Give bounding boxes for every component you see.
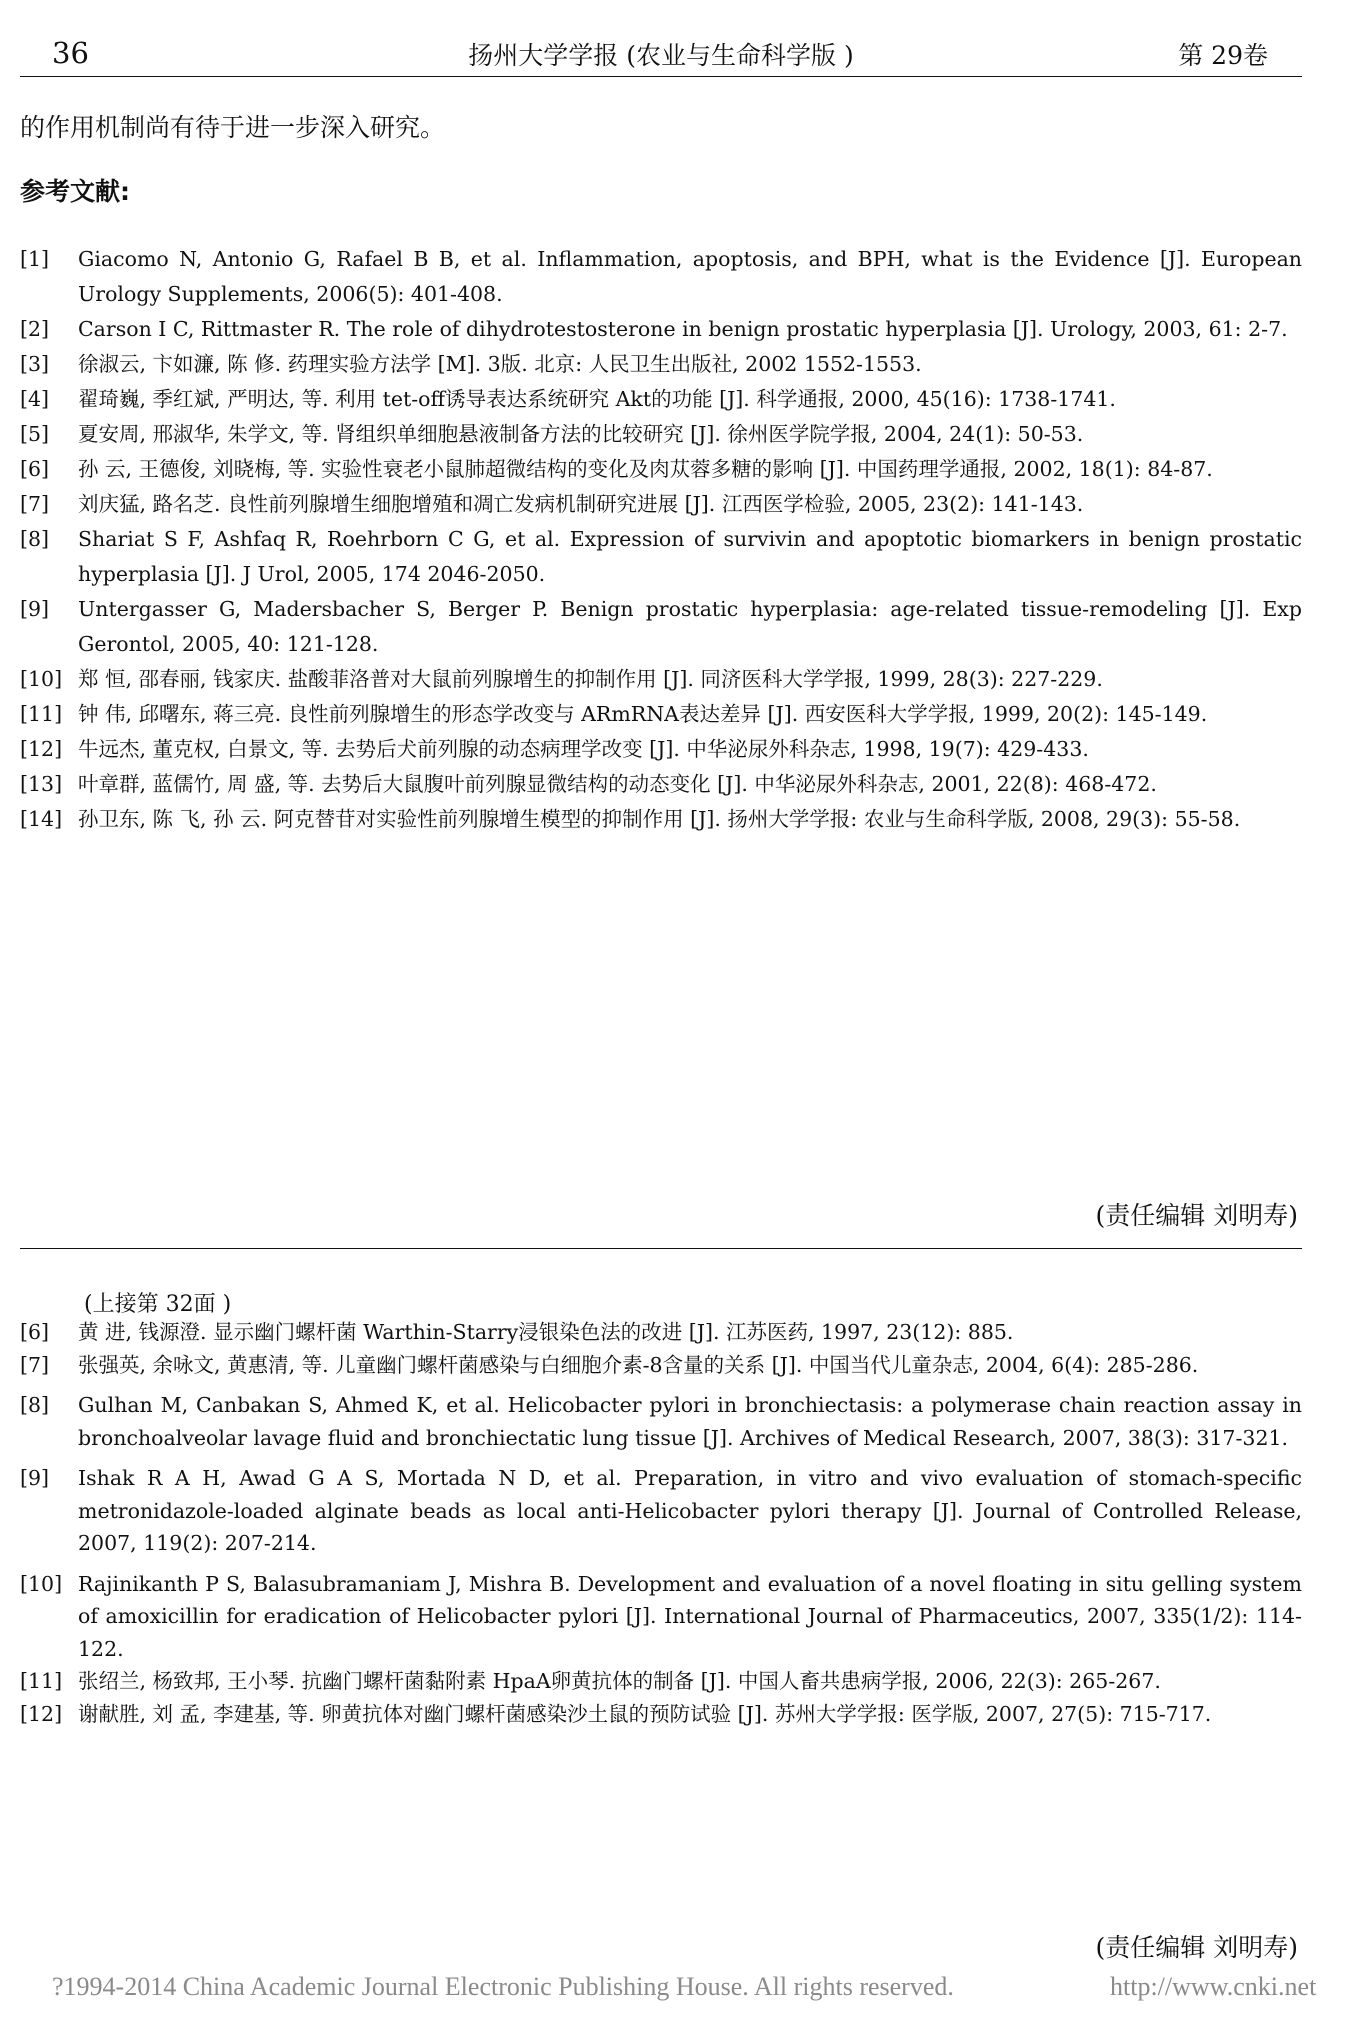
reference-item xyxy=(20,662,1302,697)
reference-item xyxy=(20,1462,1302,1560)
journal-title: 扬州大学学报 (农业与生命科学版 ) xyxy=(468,41,854,70)
reference-item xyxy=(20,487,1302,522)
reference-item xyxy=(20,802,1302,837)
reference-item xyxy=(20,1665,1302,1698)
reference-text: Untergasser G, Madersbacher S, Berger P. Benign prostatic hyperplasia: age-related tissue-remodeling [J]. Exp Gerontol, 2005, 40: 121-128. xyxy=(78,597,1302,656)
copyright-footer xyxy=(52,1972,1368,2002)
section-rule xyxy=(20,1248,1302,1249)
reference-item xyxy=(20,522,1302,592)
reference-item xyxy=(20,1349,1302,1382)
reference-item xyxy=(20,382,1302,417)
volume-label: 第 29卷 xyxy=(1178,41,1268,70)
reference-text: Gulhan M, Canbakan S, Ahmed K, et al. Helicobacter pylori in bronchiectasis: a polymerase chain reaction assay in bronchoalveolar lavage fluid and bronchiectatic lung tissue [J]. Archives of Medical Research, 2007, 38(3): 317-321. xyxy=(78,1393,1302,1450)
reference-item xyxy=(20,242,1302,312)
reference-text: 叶章群, 蓝儒竹, 周 盛, 等. 去势后大鼠腹叶前列腺显微结构的动态变化 [J]. 中华泌尿外科杂志, 2001, 22(8): 468-472. xyxy=(78,772,1157,796)
reference-item xyxy=(20,732,1302,767)
reference-text: Rajinikanth P S, Balasubramaniam J, Mishra B. Development and evaluation of a novel floating in situ gelling system of amoxicillin for eradication of Helicobacter pylori [J]. International Journal of Pharmaceutics, 2007, 335(1/2): 114-122. xyxy=(78,1571,1302,1661)
reference-text: 张绍兰, 杨致邦, 王小琴. 抗幽门螺杆菌黏附素 HpaA卵黄抗体的制备 [J]. 中国人畜共患病学报, 2006, 22(3): 265-267. xyxy=(78,1669,1161,1693)
reference-text: Ishak R A H, Awad G A S, Mortada N D, et al. Preparation, in vitro and vivo evaluation of stomach-specific metronidazole-loaded alginate beads as local anti-Helicobacter pylori therapy [J]. Journal of Controlled Release, 2007, 119(2): 207-214. xyxy=(78,1466,1302,1555)
reference-item xyxy=(20,767,1302,802)
reference-number: [6] xyxy=(20,1320,50,1344)
reference-number: [10] xyxy=(20,667,63,691)
reference-text: 牛远杰, 董克权, 白景文, 等. 去势后犬前列腺的动态病理学改变 [J]. 中华泌尿外科杂志, 1998, 19(7): 429-433. xyxy=(78,737,1089,761)
reference-text: Carson I C, Rittmaster R. The role of dihydrotestosterone in benign prostatic hyperplasia [J]. Urology, 2003, 61: 2-7. xyxy=(78,317,1288,341)
reference-number: [14] xyxy=(20,807,63,831)
reference-text: 翟琦巍, 季红斌, 严明达, 等. 利用 tet-off诱导表达系统研究 Akt的功能 [J]. 科学通报, 2000, 45(16): 1738-1741. xyxy=(78,387,1116,411)
reference-number: [12] xyxy=(20,1701,63,1726)
reference-number: [8] xyxy=(20,1393,50,1417)
reference-text: 张强英, 余咏文, 黄惠清, 等. 儿童幽门螺杆菌感染与白细胞介素-8含量的关系 [J]. 中国当代儿童杂志, 2004, 6(4): 285-286. xyxy=(78,1352,1199,1377)
continuation-text: 的作用机制尚有待于进一步深入研究。 xyxy=(20,113,446,142)
editor-note: (责任编辑 刘明寿) xyxy=(1095,1933,1298,1962)
reference-item xyxy=(20,1389,1302,1454)
reference-text: 孙卫东, 陈 飞, 孙 云. 阿克替苷对实验性前列腺增生模型的抑制作用 [J]. 扬州大学学报: 农业与生命科学版, 2008, 29(3): 55-58. xyxy=(78,807,1241,831)
reference-number: [3] xyxy=(20,352,50,376)
reference-text: Giacomo N, Antonio G, Rafael B B, et al. Inflammation, apoptosis, and BPH, what is the Evidence [J]. European Urology Supplements, 2006(5): 401-408. xyxy=(78,247,1302,306)
reference-text: 刘庆猛, 路名芝. 良性前列腺增生细胞增殖和凋亡发病机制研究进展 [J]. 江西医学检验, 2005, 23(2): 141-143. xyxy=(78,492,1084,516)
references-heading: 参考文献: xyxy=(20,177,130,206)
reference-item xyxy=(20,1568,1302,1666)
reference-list xyxy=(20,242,1302,837)
reference-text: 夏安周, 邢淑华, 朱学文, 等. 肾组织单细胞悬液制备方法的比较研究 [J]. 徐州医学院学报, 2004, 24(1): 50-53. xyxy=(78,422,1084,446)
reference-number: [9] xyxy=(20,1466,50,1490)
reference-number: [10] xyxy=(20,1571,63,1596)
reference-text: 黄 进, 钱源澄. 显示幽门螺杆菌 Warthin-Starry浸银染色法的改进 [J]. 江苏医药, 1997, 23(12): 885. xyxy=(78,1320,1014,1344)
reference-number: [4] xyxy=(20,387,50,411)
continued-reference-list xyxy=(20,1316,1302,1730)
reference-number: [12] xyxy=(20,737,63,761)
reference-item xyxy=(20,1698,1302,1731)
reference-number: [7] xyxy=(20,492,50,516)
reference-number: [2] xyxy=(20,317,50,341)
reference-item xyxy=(20,312,1302,347)
reference-item xyxy=(20,347,1302,382)
reference-text: 钟 伟, 邱曙东, 蒋三亮. 良性前列腺增生的形态学改变与 ARmRNA表达差异 [J]. 西安医科大学学报, 1999, 20(2): 145-149. xyxy=(78,702,1208,726)
reference-item xyxy=(20,1316,1302,1349)
reference-item xyxy=(20,592,1302,662)
reference-item xyxy=(20,417,1302,452)
continued-from-label: (上接第 32面 ) xyxy=(84,1292,232,1317)
reference-text: 谢献胜, 刘 孟, 李建基, 等. 卵黄抗体对幽门螺杆菌感染沙土鼠的预防试验 [J]. 苏州大学学报: 医学版, 2007, 27(5): 715-717. xyxy=(78,1701,1212,1726)
reference-text: 郑 恒, 邵春丽, 钱家庆. 盐酸菲洛普对大鼠前列腺增生的抑制作用 [J]. 同济医科大学学报, 1999, 28(3): 227-229. xyxy=(78,667,1103,691)
header-rule xyxy=(20,76,1302,77)
editor-note: (责任编辑 刘明寿) xyxy=(1095,1201,1298,1230)
page-header xyxy=(20,28,1302,76)
reference-text: Shariat S F, Ashfaq R, Roehrborn C G, et al. Expression of survivin and apoptotic biomarkers in benign prostatic hyperplasia [J]. J Urol, 2005, 174 2046-2050. xyxy=(78,527,1302,586)
reference-number: [11] xyxy=(20,1669,63,1693)
reference-text: 孙 云, 王德俊, 刘晓梅, 等. 实验性衰老小鼠肺超微结构的变化及肉苁蓉多糖的影响 [J]. 中国药理学通报, 2002, 18(1): 84-87. xyxy=(78,457,1213,481)
reference-number: [5] xyxy=(20,422,50,446)
reference-number: [9] xyxy=(20,597,50,621)
reference-number: [13] xyxy=(20,772,63,796)
reference-number: [1] xyxy=(20,247,50,271)
reference-item xyxy=(20,452,1302,487)
reference-number: [8] xyxy=(20,527,50,551)
page-number: 36 xyxy=(52,36,89,70)
reference-text: 徐淑云, 卞如濂, 陈 修. 药理实验方法学 [M]. 3版. 北京: 人民卫生出版社, 2002 1552-1553. xyxy=(78,352,922,376)
footer-url[interactable]: http://www.cnki.net xyxy=(1110,1972,1317,2001)
reference-number: [7] xyxy=(20,1352,50,1377)
reference-item xyxy=(20,697,1302,732)
reference-number: [11] xyxy=(20,702,63,726)
reference-number: [6] xyxy=(20,457,50,481)
copyright-text: ?1994-2014 China Academic Journal Electronic Publishing House. All rights reserved. xyxy=(52,1972,954,2001)
